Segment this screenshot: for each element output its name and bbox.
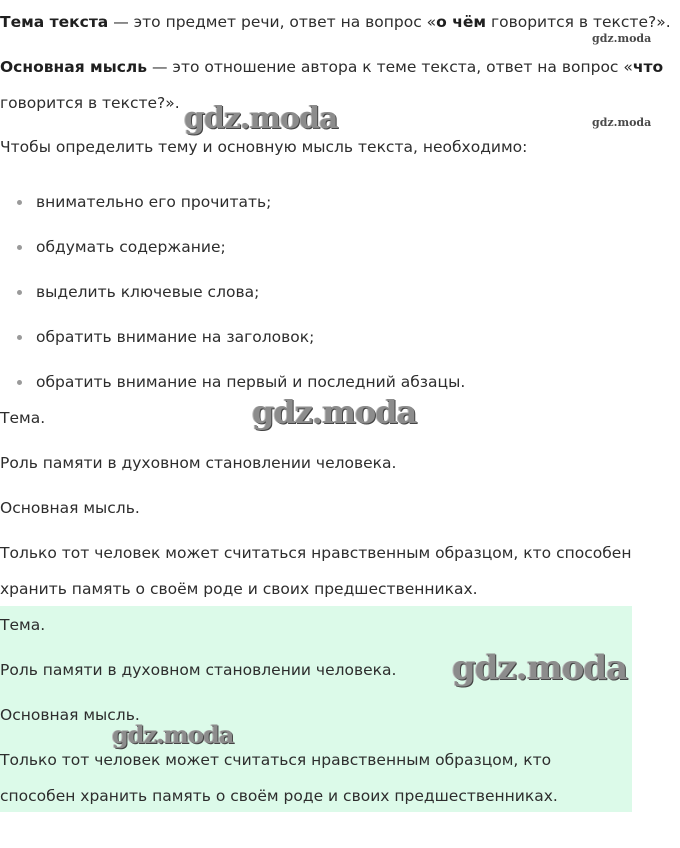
bullet-marker xyxy=(17,200,22,205)
box-topic-label: Тема. xyxy=(0,616,46,634)
list-item: обратить внимание на первый и последний абзацы. xyxy=(36,373,466,391)
watermark-logo: gdz.moda xyxy=(112,720,234,749)
watermark-logo: gdz.moda xyxy=(252,393,417,431)
answer-topic-label: Тема. xyxy=(0,409,46,427)
watermark-logo: gdz.moda xyxy=(184,101,338,136)
term-topic: Тема текста xyxy=(0,13,109,31)
bullet-marker xyxy=(17,290,22,295)
definition-topic: Тема текста — это предмет речи, ответ на вопрос «о чём говорится в тексте?». xyxy=(0,13,671,31)
list-item: внимательно его прочитать; xyxy=(36,193,272,211)
watermark-small: gdz.moda xyxy=(592,32,652,45)
bullet-marker xyxy=(17,245,22,250)
answer-idea-label: Основная мысль. xyxy=(0,499,140,517)
box-topic-text: Роль памяти в духовном становлении человека. xyxy=(0,661,397,679)
list-item: обдумать содержание; xyxy=(36,238,226,256)
answer-idea-line-1: Только тот человек может считаться нравственным образцом, кто способен xyxy=(0,544,632,562)
term-main-idea: Основная мысль xyxy=(0,58,148,76)
bullet-marker xyxy=(17,335,22,340)
watermark-logo: gdz.moda xyxy=(452,648,628,688)
box-idea-line-1: Только тот человек может считаться нравственным образцом, кто xyxy=(0,751,552,769)
steps-intro: Чтобы определить тему и основную мысль текста, необходимо: xyxy=(0,138,528,156)
watermark-small: gdz.moda xyxy=(592,116,652,129)
box-idea-line-2: способен хранить память о своём роде и своих предшественниках. xyxy=(0,787,558,805)
answer-idea-line-2: хранить память о своём роде и своих предшественниках. xyxy=(0,580,478,598)
list-item: обратить внимание на заголовок; xyxy=(36,328,315,346)
bullet-marker xyxy=(17,380,22,385)
box-idea-label: Основная мысль. xyxy=(0,706,140,724)
list-item: выделить ключевые слова; xyxy=(36,283,260,301)
definition-main-idea: Основная мысль — это отношение автора к теме текста, ответ на вопрос «что xyxy=(0,58,664,76)
definition-main-idea-cont: говорится в тексте?». xyxy=(0,94,180,112)
answer-topic-text: Роль памяти в духовном становлении человека. xyxy=(0,454,397,472)
